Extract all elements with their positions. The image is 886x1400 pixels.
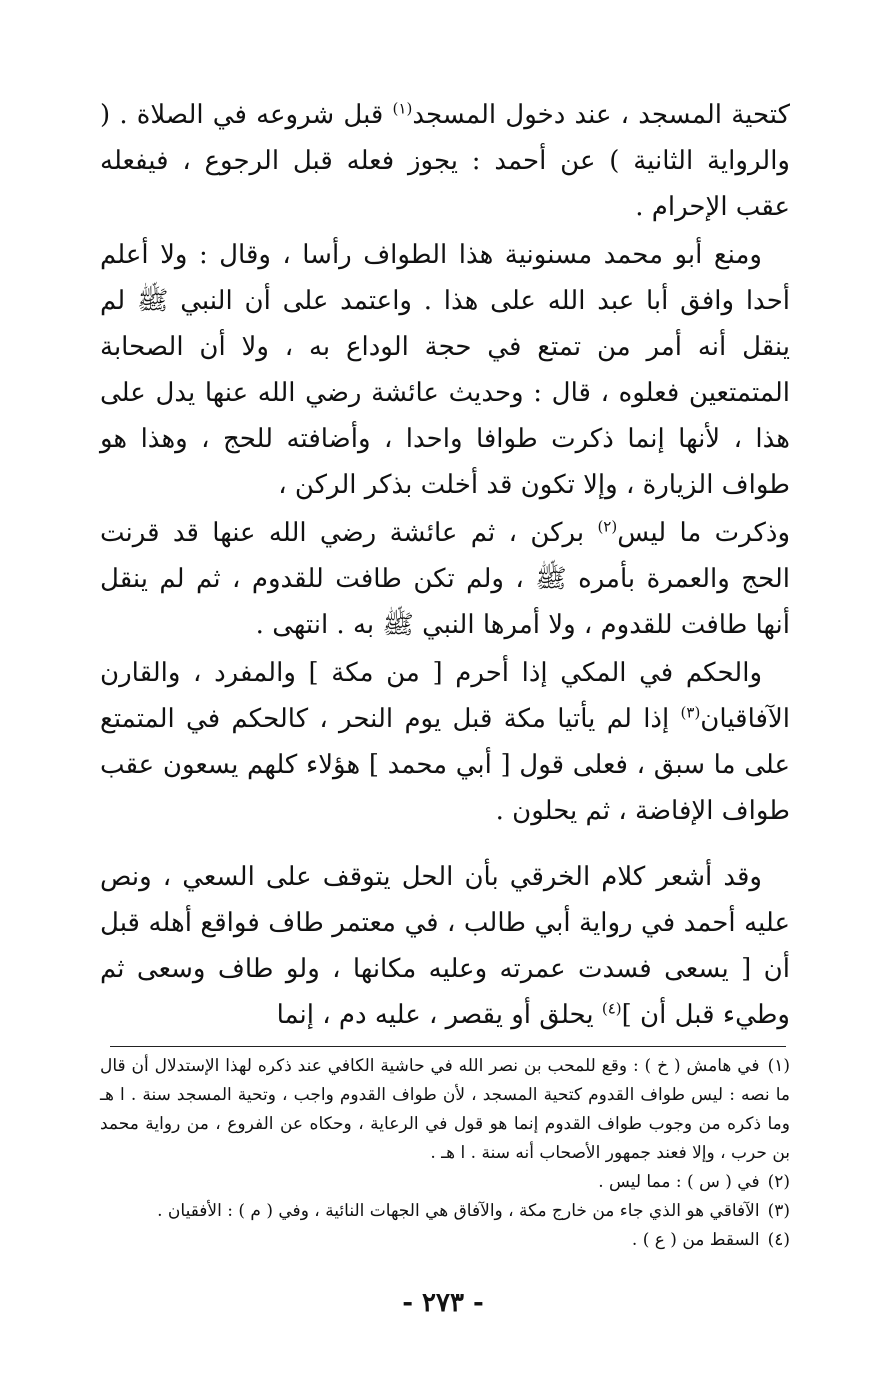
page-number: - ٢٧٣ - (402, 1288, 484, 1318)
footnote-ref-4: (٤) (601, 999, 622, 1018)
footnote-2 (100, 1168, 790, 1197)
footnote-4 (100, 1226, 790, 1255)
footnote-divider (110, 1046, 786, 1047)
footnote-number: (١) (767, 1056, 790, 1076)
footnote-ref-2: (٢) (597, 517, 618, 536)
main-text (100, 92, 790, 1038)
paragraph-2-continued: وذكرت ما ليس$^{(٢)}$ بركن ، ثم عائشة رضي الله عنها قد قرنت الحج والعمرة بأمره ﷺ ، ولم تكن طافت للقدوم ، ثم لم ينقل أنها طافت للقدوم ، ولا أمرها النبي ﷺ به . انتهى . (100, 517, 790, 640)
footnote-ref-1: (١) (392, 99, 413, 118)
footnote-ref-3: (٣) (680, 703, 701, 722)
footnotes (100, 1052, 790, 1255)
footnote-number: (٤) (767, 1230, 790, 1250)
paragraph-3: والحكم في المكي إذا أحرم [ من مكة ] والمفرد ، والقارن الآفاقيان$^{(٣)}$ إذا لم يأتيا مكة قبل يوم النحر ، كالحكم في المتمتع على ما سبق ، فعلى قول [ أبي محمد ] هؤلاء كلهم يسعون عقب طواف الإفاضة ، ثم يحلون . (100, 658, 790, 826)
footnote-number: (٣) (767, 1201, 790, 1221)
paragraph-2: ومنع أبو محمد مسنونية هذا الطواف رأسا ، وقال : ولا أعلم أحدا وافق أبا عبد الله على هذا . واعتمد على أن النبي ﷺ لم ينقل أنه أمر من تمتع في حجة الوداع به ، ولا أن الصحابة المتمتعين فعلوه ، قال : وحديث عائشة رضي الله عنها يدل على هذا ، لأنها إنما ذكرت طوافا واحدا ، وأضافته للحج ، وهذا هو طواف الزيارة ، وإلا تكون قد أخلت بذكر الركن ، (100, 240, 790, 500)
footnote-1 (100, 1052, 790, 1168)
paragraph-1: كتحية المسجد ، عند دخول المسجد$^{(١)}$ قبل شروعه في الصلاة . ( والرواية الثانية ) عن أحمد : يجوز فعله قبل الرجوع ، فيفعله عقب الإحرام . (100, 99, 791, 222)
footnote-text: السقط من ( ع ) . (631, 1230, 760, 1250)
footnote-text: في هامش ( خ ) : وقع للمحب بن نصر الله في حاشية الكافي عند ذكره لهذا الإستدلال أن قال ما نصه : ليس طواف القدوم كتحية المسجد ، لأن طواف القدوم واجب ، وتحية المسجد سنة . ا هـ وما ذكره من وجوب طواف القدوم إنما هو قول في الرعاية ، وحكاه عن الفروع ، من رواية محمد بن حرب ، وإلا فعند جمهور الأصحاب أنه سنة . ا هـ . (100, 1056, 790, 1163)
footnote-text: الآفاقي هو الذي جاء من خارج مكة ، والآفاق هي الجهات النائية ، وفي ( م ) : الأفقيان . (157, 1201, 760, 1221)
footnote-3 (100, 1197, 790, 1226)
footnote-number: (٢) (767, 1172, 790, 1192)
footnote-text: في ( س ) : مما ليس . (598, 1172, 760, 1192)
paragraph-4: وقد أشعر كلام الخرقي بأن الحل يتوقف على السعي ، ونص عليه أحمد في رواية أبي طالب ، في معتمر طاف فواقع أهله قبل أن [ يسعى فسدت عمرته وعليه مكانها ، ولو طاف وسعى ثم وطيء قبل أن ]$^{(٤)}$ يحلق أو يقصر ، عليه دم ، إنما (100, 862, 790, 1030)
